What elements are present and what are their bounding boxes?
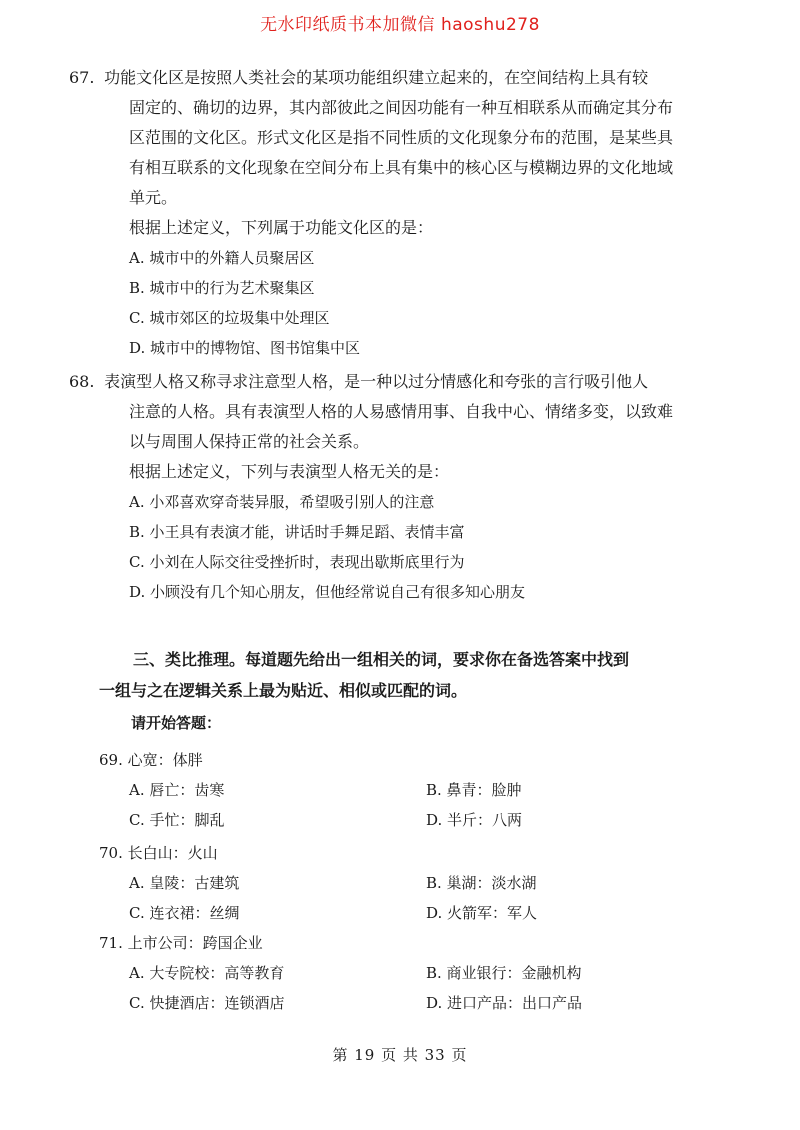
question-68-option-c: C. 小刘在人际交往受挫折时，表现出歇斯底里行为 xyxy=(129,553,465,571)
question-71-option-b: B. 商业银行：金融机构 xyxy=(426,964,582,982)
start-answering-label: 请开始答题： xyxy=(131,714,222,732)
question-68-line-1: 68. 表演型人格又称寻求注意型人格，是一种以过分情感化和夸张的言行吸引他人 xyxy=(99,367,739,397)
question-69-option-a: A. 唇亡：齿寒 xyxy=(129,781,225,799)
question-68-line-3: 以与周围人保持正常的社会关系。 xyxy=(129,432,370,451)
page-number-footer: 第 19 页 共 33 页 xyxy=(332,1046,468,1064)
question-67-line-3: 区范围的文化区。形式文化区是指不同性质的文化现象分布的范围，是某些具 xyxy=(129,128,674,147)
section-3-heading xyxy=(99,644,739,706)
question-69-option-b: B. 鼻青：脸肿 xyxy=(426,781,522,799)
question-68-option-b: B. 小王具有表演才能，讲话时手舞足蹈、表情丰富 xyxy=(129,523,465,541)
watermark-text: 无水印纸质书本加微信 haoshu278 xyxy=(260,15,540,35)
question-71-option-d: D. 进口产品：出口产品 xyxy=(426,994,583,1012)
question-68 xyxy=(69,367,739,607)
question-69-option-c: C. 手忙：脚乱 xyxy=(129,811,225,829)
question-67 xyxy=(69,63,739,363)
question-68-line-2: 注意的人格。具有表演型人格的人易感情用事、自我中心、情绪多变，以致难 xyxy=(129,402,674,421)
question-67-option-b: B. 城市中的行为艺术聚集区 xyxy=(129,279,315,297)
question-67-option-d: D. 城市中的博物馆、图书馆集中区 xyxy=(129,339,361,357)
question-70-option-d: D. 火箭军：军人 xyxy=(426,904,538,922)
section-3-line-1: 三、类比推理。每道题先给出一组相关的词，要求你在备选答案中找到 xyxy=(133,650,630,669)
question-67-line-2: 固定的、确切的边界，其内部彼此之间因功能有一种互相联系从而确定其分布 xyxy=(129,98,674,117)
question-69-option-d: D. 半斤：八两 xyxy=(426,811,523,829)
question-68-number: 68. xyxy=(69,372,95,391)
question-70-option-a: A. 皇陵：古建筑 xyxy=(129,874,240,892)
question-69-stem: 69. 心宽：体胖 xyxy=(99,751,203,769)
question-67-option-a: A. 城市中的外籍人员聚居区 xyxy=(129,249,315,267)
question-68-prompt: 根据上述定义，下列与表演型人格无关的是： xyxy=(129,462,450,481)
question-70-option-b: B. 巢湖：淡水湖 xyxy=(426,874,537,892)
question-70-option-c: C. 连衣裙：丝绸 xyxy=(129,904,240,922)
question-71-option-c: C. 快捷酒店：连锁酒店 xyxy=(129,994,285,1012)
question-69 xyxy=(99,745,739,835)
question-67-prompt: 根据上述定义，下列属于功能文化区的是： xyxy=(129,218,434,237)
question-70 xyxy=(99,838,739,928)
question-68-option-a: A. 小邓喜欢穿奇装异服，希望吸引别人的注意 xyxy=(129,493,435,511)
section-3-line-2: 一组与之在逻辑关系上最为贴近、相似或匹配的词。 xyxy=(99,681,468,700)
question-67-number: 67. xyxy=(69,68,95,87)
question-67-line-5: 单元。 xyxy=(129,188,178,207)
question-71 xyxy=(99,928,739,1018)
question-67-line-4: 有相互联系的文化现象在空间分布上具有集中的核心区与模糊边界的文化地域 xyxy=(129,158,674,177)
question-67-line-1: 67. 功能文化区是按照人类社会的某项功能组织建立起来的，在空间结构上具有较 xyxy=(99,63,739,93)
question-67-option-c: C. 城市郊区的垃圾集中处理区 xyxy=(129,309,330,327)
question-71-option-a: A. 大专院校：高等教育 xyxy=(129,964,285,982)
question-71-stem: 71. 上市公司：跨国企业 xyxy=(99,934,263,952)
question-70-stem: 70. 长白山：火山 xyxy=(99,844,218,862)
question-68-option-d: D. 小顾没有几个知心朋友，但他经常说自己有很多知心朋友 xyxy=(129,583,526,601)
